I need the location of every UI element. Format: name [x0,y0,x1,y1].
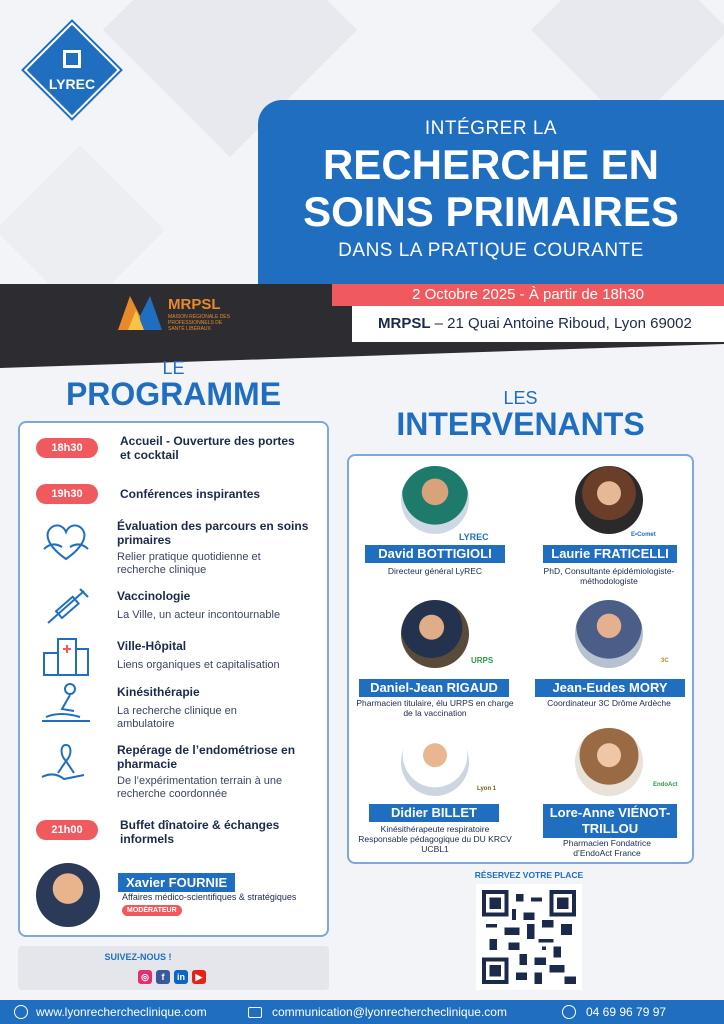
instagram-icon[interactable]: ◎ [138,970,152,984]
facebook-icon[interactable]: f [156,970,170,984]
time-pill: 21h00 [36,820,98,840]
speaker-photo [401,466,469,534]
time-pill: 19h30 [36,484,98,504]
programme-item-desc: Relier pratique quotidienne et recherche clinique [117,551,261,576]
physio-icon [40,681,92,725]
speaker-role: Pharmacien titulaire, élu URPS en charge de la vaccination [356,698,514,718]
event-address [352,306,724,342]
speakers-title-small: LES [503,388,538,408]
programme-card [18,421,329,937]
speaker-photo [401,600,469,668]
ribbon-hand-icon [40,741,92,785]
speaker-role: Directeur général LyREC [387,566,483,576]
reserve-label: RÉSERVEZ VOTRE PLACE [474,870,584,880]
logo-diamond [24,22,120,118]
mrpsl-m-icon [118,296,162,330]
speakers-card [347,454,694,864]
programme-item-title: Kinésithérapie [117,685,200,699]
speaker-name: Jean-Eudes MORY [535,679,685,697]
lyrec-logo [26,24,118,116]
speaker-role: Coordinateur 3C Drôme Ardèche [547,698,671,708]
programme-title-small: LE [162,358,185,378]
programme-item-desc: Liens organiques et capitalisation [117,659,280,671]
time-pill: 18h30 [36,438,98,458]
speaker-name: Daniel-Jean RIGAUD [359,679,509,697]
mrpsl-logo [118,294,238,338]
programme-item-desc: De l’expérimentation terrain à une recherche coordonnée [117,775,283,800]
follow-box [18,946,329,990]
speakers-title: INTERVENANTS [396,406,645,442]
programme-item-title: Ville-Hôpital [117,639,187,653]
title-line3: SOINS PRIMAIRES [303,188,679,235]
programme-item-title: Accueil - Ouverture des portes et cocktail [120,434,295,462]
title-line4: DANS LA PRATIQUE COURANTE [338,240,644,261]
speaker-photo [575,466,643,534]
footer [0,1000,724,1024]
programme-title: PROGRAMME [65,376,282,412]
logo-text: LYREC [48,76,96,92]
speaker-photo [575,600,643,668]
speaker-logo: Lyon 1 [477,786,497,792]
globe-icon [14,1005,28,1019]
speaker-logo: LYREC [459,532,489,542]
moderator-name: Xavier FOURNIE [118,873,235,892]
youtube-icon[interactable]: ▶ [192,970,206,984]
speaker-name: Didier BILLET [369,804,499,822]
moderator-photo [36,863,100,927]
programme-item-title: Évaluation des parcours en soins primaires [117,519,309,547]
follow-label: SUIVEZ-NOUS ! [104,952,172,962]
qr-code-icon [482,890,576,984]
venue-name: MRPSL [378,315,431,332]
mrpsl-subtitle: MAISON RÉGIONALE DES PROFESSIONNELS DE SANTÉ LIBÉRAUX [168,314,230,332]
programme-item-title: Vaccinologie [117,589,191,603]
speaker-logo: 3C [661,658,669,664]
programme-item-title: Repérage de l’endométriose en pharmacie [117,743,296,771]
speaker-logo: E•Comet [631,532,656,538]
moderator-badge: MODÉRATEUR [122,905,182,916]
speaker-logo: URPS [471,656,494,665]
speaker-name: Lore-Anne VIÉNOT-TRILLOU [543,804,677,838]
speaker-role: Kinésithérapeute respiratoire Responsable pédagogique du DU KRCV UCBL1 [358,824,512,854]
speaker-name: David BOTTIGIOLI [365,545,505,563]
logo-mark-icon [63,50,81,68]
programme-item-title: Conférences inspirantes [120,487,261,501]
speaker-role: Pharmacien Fondatrice d’EndoAct France [563,838,651,858]
programme-item-desc: La Ville, un acteur incontournable [117,609,281,621]
mail-icon [248,1007,262,1018]
address-text: – 21 Quai Antoine Riboud, Lyon 69002 [430,315,692,332]
heart-hands-icon [40,519,92,563]
website-link[interactable]: www.lyonrechercheclinique.com [36,1005,207,1019]
phone-icon [562,1005,576,1019]
hospital-icon [40,633,92,677]
programme-item-title: Buffet dînatoire & échanges informels [120,818,280,846]
qr-code[interactable] [476,884,582,990]
mrpsl-name: MRPSL [168,296,221,313]
syringe-icon [40,585,92,629]
speaker-role: PhD, Consultante épidémiologiste-méthodologiste [543,566,675,586]
speaker-logo: EndoAct [653,782,678,788]
title-line2: RECHERCHE EN [322,141,660,188]
email-link[interactable]: communication@lyonrechercheclinique.com [272,1005,507,1019]
event-date: 2 Octobre 2025 - À partir de 18h30 [332,284,724,306]
linkedin-icon[interactable]: in [174,970,188,984]
speaker-name: Laurie FRATICELLI [543,545,677,563]
speaker-photo [575,728,643,796]
event-title-box [258,100,724,288]
phone-number[interactable]: 04 69 96 79 97 [586,1005,667,1019]
speaker-photo [401,728,469,796]
programme-item-desc: La recherche clinique en ambulatoire [117,705,237,730]
moderator-role: Affaires médico-scientifiques & stratégiques [122,892,297,902]
title-line1: INTÉGRER LA [424,118,558,139]
